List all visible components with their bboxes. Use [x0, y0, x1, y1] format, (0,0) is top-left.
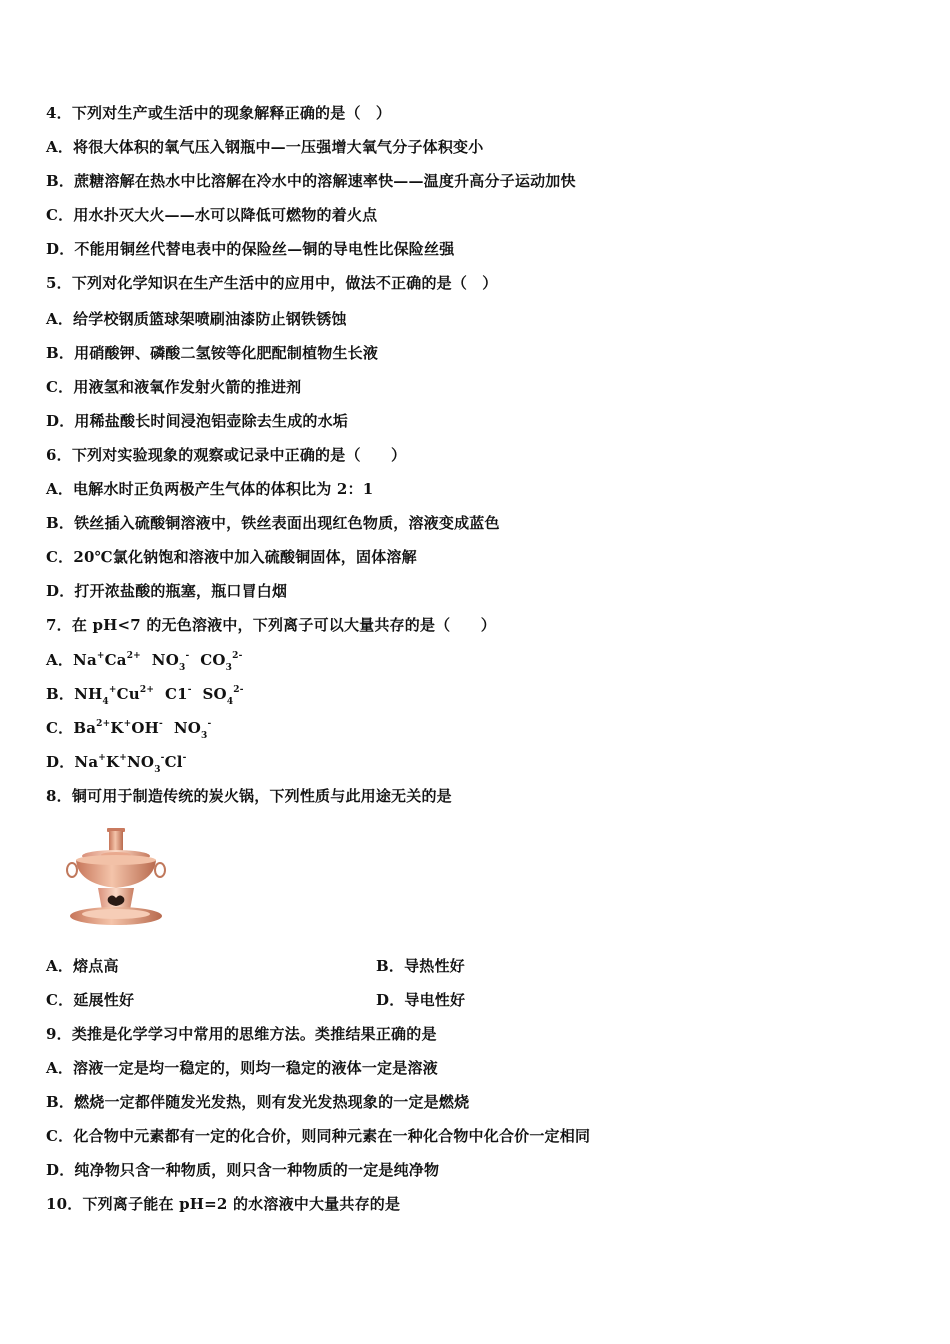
ion-charge: -	[159, 719, 163, 729]
ion-charge: +	[123, 719, 132, 729]
ion-charge: +	[119, 753, 128, 763]
q8-option-b: B．导热性好	[376, 957, 465, 975]
ion: C1	[164, 685, 188, 703]
q4-stem: 4．下列对生产或生活中的现象解释正确的是（ ）	[46, 104, 392, 122]
q4-option-b: B．蔗糖溶解在热水中比溶解在冷水中的溶解速率快——温度升高分子运动加快	[46, 172, 576, 190]
q4-option-d: D．不能用铜丝代替电表中的保险丝—铜的导电性比保险丝强	[46, 240, 455, 258]
copper-hotpot-image	[58, 826, 174, 936]
ion: Cl	[164, 753, 183, 771]
ion: OH	[131, 719, 160, 737]
q5-stem: 5．下列对化学知识在生产生活中的应用中，做法不正确的是（ ）	[46, 274, 498, 292]
q8-option-d: D．导电性好	[376, 991, 466, 1009]
ion-charge: 2+	[126, 651, 141, 661]
ion-charge: -	[185, 651, 190, 661]
ion-charge: +	[96, 651, 105, 661]
ion: SO	[202, 685, 227, 703]
q5-option-c: C．用液氢和液氧作发射火箭的推进剂	[46, 378, 302, 396]
ion-charge: 2-	[232, 651, 243, 661]
ion: NO	[173, 719, 201, 737]
q7-c-prefix: C．	[46, 719, 74, 737]
q9-option-a: A．溶液一定是均一稳定的，则均一稳定的液体一定是溶液	[46, 1059, 438, 1077]
q7-stem: 7．在 pH<7 的无色溶液中，下列离子可以大量共存的是（ ）	[46, 616, 496, 634]
q8-option-a: A．熔点高	[46, 957, 119, 975]
q5-option-a: A．给学校钢质篮球架喷刷油漆防止钢铁锈蚀	[46, 310, 347, 328]
q7-option-d	[46, 752, 187, 775]
ion-subscript: 4	[226, 697, 234, 707]
q7-d-prefix: D．	[46, 753, 75, 771]
ion-charge: -	[187, 685, 192, 695]
ion: Cu	[116, 685, 140, 703]
q4-option-a: A．将很大体积的氧气压入钢瓶中—一压强增大氧气分子体积变小	[46, 138, 484, 156]
q7-a-prefix: A．	[46, 651, 74, 669]
ion: NH	[74, 685, 103, 703]
ion-charge: 2-	[233, 685, 244, 695]
ion-charge: -	[182, 753, 187, 763]
ion-subscript: 3	[154, 765, 161, 775]
ion-charge: 2+	[96, 719, 111, 729]
q6-stem: 6．下列对实验现象的观察或记录中正确的是（ ）	[46, 446, 407, 464]
ion-subscript: 3	[178, 663, 186, 673]
ion-subscript: 4	[102, 697, 109, 707]
q7-option-a	[46, 650, 243, 673]
ion-subscript: 3	[201, 731, 208, 741]
ion: K	[106, 753, 120, 771]
ion: Ba	[73, 719, 97, 737]
q5-option-d: D．用稀盐酸长时间浸泡铝壶除去生成的水垢	[46, 412, 349, 430]
q6-option-a: A．电解水时正负两极产生气体的体积比为 2：1	[46, 480, 374, 498]
q8-stem: 8．铜可用于制造传统的炭火锅，下列性质与此用途无关的是	[46, 787, 452, 805]
q10-stem: 10．下列离子能在 pH=2 的水溶液中大量共存的是	[46, 1195, 401, 1213]
q7-option-b	[46, 684, 244, 707]
ion: NO	[151, 651, 179, 669]
ion-charge: -	[207, 719, 212, 729]
ion-charge: +	[98, 753, 107, 763]
q4-option-c: C．用水扑灭大火——水可以降低可燃物的着火点	[46, 206, 378, 224]
ion-charge: +	[108, 685, 117, 695]
ion: Ca	[104, 651, 127, 669]
q7-option-c	[46, 718, 212, 741]
q6-option-d: D．打开浓盐酸的瓶塞，瓶口冒白烟	[46, 582, 288, 600]
q9-stem: 9．类推是化学学习中常用的思维方法。类推结果正确的是	[46, 1025, 437, 1043]
q6-option-c: C．20℃氯化钠饱和溶液中加入硫酸铜固体，固体溶解	[46, 548, 417, 566]
ion: K	[110, 719, 124, 737]
ion-charge: 2+	[139, 685, 155, 695]
q9-option-b: B．燃烧一定都伴随发光发热，则有发光发热现象的一定是燃烧	[46, 1093, 470, 1111]
ion: NO	[127, 753, 155, 771]
ion-charge: -	[160, 753, 165, 763]
ion: Na	[73, 651, 97, 669]
q9-option-d: D．纯净物只含一种物质，则只含一种物质的一定是纯净物	[46, 1161, 440, 1179]
q5-option-b: B．用硝酸钾、磷酸二氢铵等化肥配制植物生长液	[46, 344, 379, 362]
q7-b-prefix: B．	[46, 685, 75, 703]
q9-option-c: C．化合物中元素都有一定的化合价，则同种元素在一种化合物中化合价一定相同	[46, 1127, 591, 1145]
ion: Na	[74, 753, 99, 771]
ion-subscript: 3	[225, 663, 233, 673]
q6-option-b: B．铁丝插入硫酸铜溶液中，铁丝表面出现红色物质，溶液变成蓝色	[46, 514, 500, 532]
q8-option-c: C．延展性好	[46, 991, 135, 1009]
ion: CO	[200, 651, 226, 669]
